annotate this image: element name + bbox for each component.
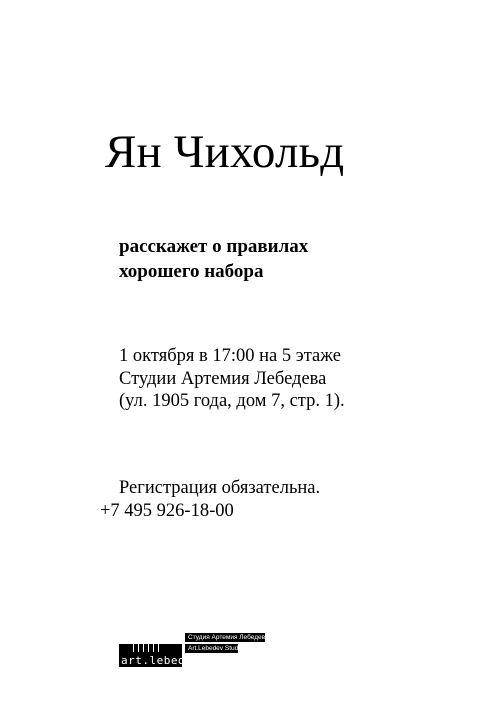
logo-tick [133, 644, 134, 652]
phone-number: +7 495 926-18-00 [100, 500, 234, 521]
registration-block [100, 477, 321, 522]
registration-note: Регистрация обязательна. [119, 478, 321, 498]
logo-tick [138, 644, 139, 652]
logo-tick [148, 644, 149, 652]
logo-label-ru: Студия Артемия Лебедева [185, 633, 265, 642]
logo-mark-text: art.lebedev [121, 654, 200, 667]
logo-tick [158, 644, 159, 652]
logo-mark [119, 644, 200, 667]
logo-tick [153, 644, 154, 652]
event-venue-line: Студии Артемия Лебедева [119, 368, 327, 389]
page-title: Ян Чихольд [105, 126, 345, 178]
event-date-line: 1 октября в 17:00 на 5 этаже [119, 346, 341, 366]
logo-label-en: Art.Lebedev Studio [185, 644, 238, 653]
subtitle-line: расскажет о правилах [119, 236, 309, 257]
studio-logo [119, 633, 269, 667]
event-details [119, 345, 345, 413]
event-address-line: (ул. 1905 года, дом 7, стр. 1). [119, 391, 345, 411]
subtitle-line: хорошего набора [119, 261, 264, 282]
subtitle [119, 234, 308, 284]
logo-tick [143, 644, 144, 652]
